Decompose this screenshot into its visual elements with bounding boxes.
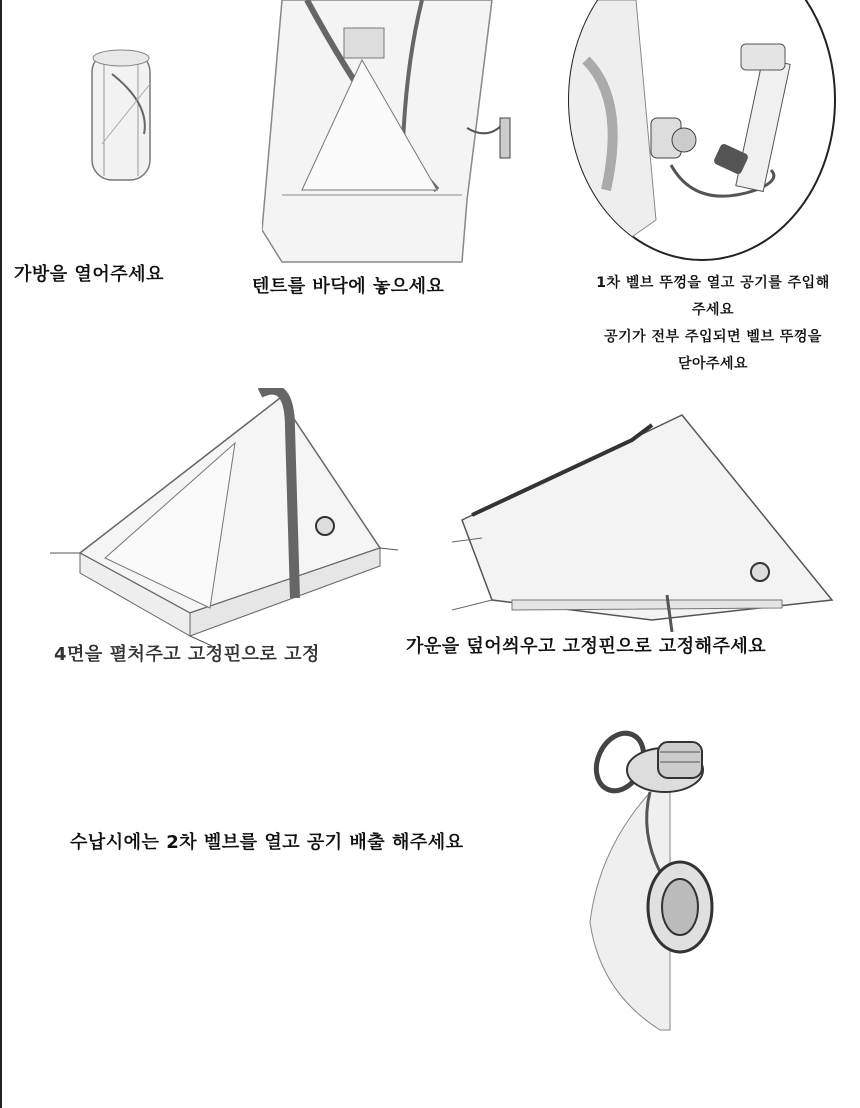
tent-with-fly-icon — [452, 410, 842, 632]
step-inflate-caption — [572, 270, 854, 378]
page-left-border — [0, 0, 2, 1108]
step-stake-caption: 4면을 펼처주고 고정핀으로 고정 — [54, 644, 320, 665]
tent-bag-icon — [82, 44, 162, 184]
step-open-bag-caption: 가방을 열어주세요 — [14, 264, 164, 285]
tent-unrolled-icon — [262, 0, 522, 265]
step-deflate-caption: 수납시에는 2차 벨브를 열고 공기 배출 해주세요 — [70, 832, 464, 853]
step-cover-fly-caption: 가운을 덮어씌우고 고정핀으로 고정해주세요 — [406, 636, 767, 657]
deflate-valve-icon — [580, 722, 760, 1032]
inflate-line-4: 닫아주세요 — [677, 356, 749, 372]
inflate-line-1: 1차 벨브 뚜껑을 열고 공기를 주입해 — [596, 275, 830, 291]
inflated-tent-frame-icon — [50, 388, 400, 646]
inflate-line-3: 공기가 전부 주입되면 벨브 뚜껑을 — [604, 329, 822, 345]
step-lay-tent-caption: 텐트를 바닥에 놓으세요 — [252, 276, 445, 297]
air-valve-pump-icon — [566, 0, 838, 262]
inflate-line-2: 주세요 — [691, 302, 735, 318]
